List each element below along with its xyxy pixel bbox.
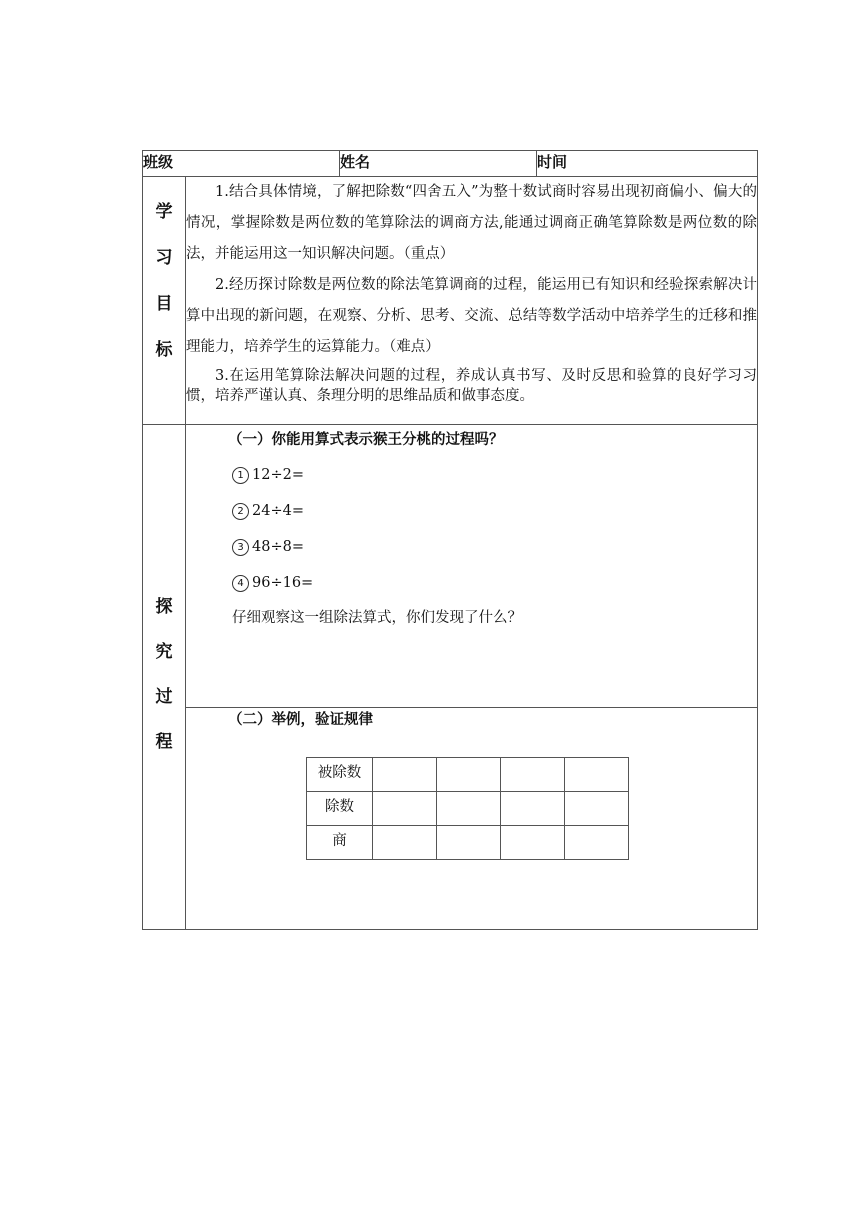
- equation-item: [186, 529, 757, 565]
- input-cell[interactable]: [373, 826, 437, 860]
- quotient-row: [307, 826, 629, 860]
- circled-number: 3: [232, 539, 249, 556]
- input-cell[interactable]: [565, 826, 629, 860]
- input-cell[interactable]: [501, 792, 565, 826]
- circled-number: 4: [232, 575, 249, 592]
- circled-number: 2: [232, 503, 249, 520]
- divisor-row: [307, 792, 629, 826]
- observation-question: 仔细观察这一组除法算式，你们发现了什么？: [232, 610, 522, 626]
- equation-text: 12÷2=: [252, 467, 304, 483]
- input-cell[interactable]: [437, 792, 501, 826]
- part1-title: （一）你能用算式表示猴王分桃的过程吗？: [228, 432, 504, 448]
- quotient-label: 商: [307, 826, 373, 860]
- side-char: 过: [155, 687, 173, 707]
- part1-content: [186, 425, 758, 708]
- input-cell[interactable]: [373, 792, 437, 826]
- objective-item: 2.经历探讨除数是两位数的除法笔算调商的过程，能运用已有知识和经验探索解决计算中出现的新问题，在观察、分析、思考、交流、总结等数学活动中培养学生的迁移和推理能力，培养学生的运算能力。（难点）: [186, 277, 758, 355]
- side-char: 究: [155, 642, 173, 662]
- objectives-side-label: [143, 177, 186, 425]
- equation-text: 96÷16=: [252, 575, 314, 591]
- side-char: 程: [155, 732, 173, 752]
- equation-item: [186, 457, 757, 493]
- exploration-row-1: [143, 425, 758, 708]
- side-char: 学: [155, 202, 173, 222]
- worksheet-table: [142, 150, 758, 930]
- objectives-row: [143, 177, 758, 425]
- equation-item: [186, 493, 757, 529]
- objective-item: 1.结合具体情境，了解把除数“四舍五入”为整十数试商时容易出现初商偏小、偏大的情况，掌握除数是两位数的笔算除法的调商方法,能通过调商正确笔算除数是两位数的除法，并能运用这一知识解决问题。（重点）: [186, 184, 758, 262]
- name-cell[interactable]: [340, 151, 537, 177]
- side-char: 习: [155, 248, 173, 268]
- time-label: 时间: [537, 153, 568, 171]
- part2-title: （二）举例，验证规律: [228, 712, 373, 728]
- input-cell[interactable]: [437, 826, 501, 860]
- divisor-label: 除数: [307, 792, 373, 826]
- dividend-label: 被除数: [307, 758, 373, 792]
- verification-table: [306, 757, 629, 860]
- dividend-row: [307, 758, 629, 792]
- objective-item: 3.在运用笔算除法解决问题的过程，养成认真书写、及时反思和验算的良好学习习惯，培养严谨认真、条理分明的思维品质和做事态度。: [186, 368, 758, 404]
- name-label: 姓名: [340, 153, 371, 171]
- time-cell[interactable]: [537, 151, 758, 177]
- header-row: [143, 151, 758, 177]
- side-char: 探: [155, 597, 173, 617]
- input-cell[interactable]: [565, 758, 629, 792]
- input-cell[interactable]: [501, 758, 565, 792]
- circled-number: 1: [232, 467, 249, 484]
- input-cell[interactable]: [373, 758, 437, 792]
- class-cell[interactable]: [143, 151, 340, 177]
- equation-item: [186, 565, 757, 601]
- worksheet: [142, 150, 757, 930]
- equation-text: 24÷4=: [252, 503, 304, 519]
- side-char: 标: [155, 340, 173, 360]
- exploration-row-2: [143, 708, 758, 930]
- equation-text: 48÷8=: [252, 539, 304, 555]
- side-char: 目: [155, 294, 173, 314]
- objectives-content: [186, 177, 758, 425]
- input-cell[interactable]: [501, 826, 565, 860]
- class-label: 班级: [143, 153, 174, 171]
- input-cell[interactable]: [437, 758, 501, 792]
- input-cell[interactable]: [565, 792, 629, 826]
- exploration-side-label: [143, 425, 186, 930]
- part2-content: [186, 708, 758, 930]
- equation-list: [186, 457, 757, 601]
